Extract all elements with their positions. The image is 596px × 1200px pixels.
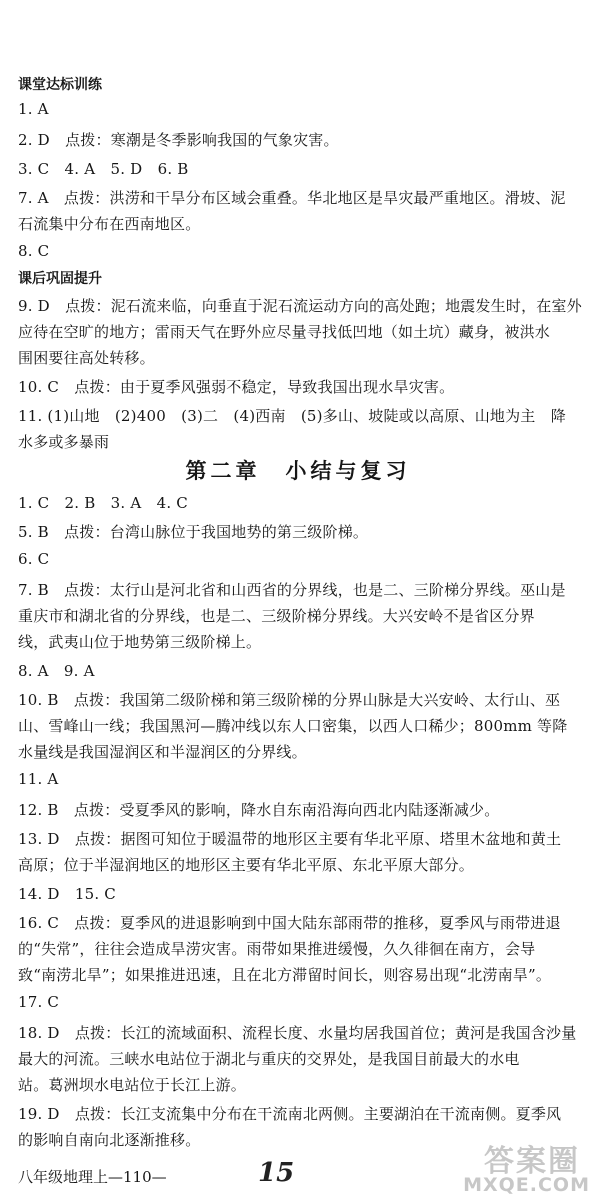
answer-line: 10. B 点拨：我国第二级阶梯和第三级阶梯的分界山脉是大兴安岭、太行山、巫 [18, 691, 561, 709]
answer-line: 1. C 2. B 3. A 4. C [18, 494, 188, 512]
watermark-logo [450, 1136, 590, 1196]
answer-line: 12. B 点拨：受夏季风的影响，降水自东南沿海向西北内陆逐渐减少。 [18, 801, 500, 819]
answer-line: 水多或多暴雨 [18, 433, 110, 451]
answer-line: 8. A 9. A [18, 662, 95, 680]
answer-line: 重庆市和湖北省的分界线，也是二、三级阶梯分界线。大兴安岭不是省区分界 [18, 607, 535, 625]
answer-line: 16. C 点拨：夏季风的进退影响到中国大陆东部雨带的推移，夏季风与雨带进退 [18, 914, 561, 932]
answer-line: 山、雪峰山一线；我国黑河—腾冲线以东人口密集，以西人口稀少；800mm 等降 [18, 717, 568, 735]
answer-line: 6. C [18, 550, 50, 568]
answer-line: 14. D 15. C [18, 885, 116, 903]
answer-line: 11. (1)山地 (2)400 (3)二 (4)西南 (5)多山、坡陡或以高原、山地为主 降 [18, 407, 566, 425]
answer-line: 8. C [18, 242, 50, 260]
answer-line: 9. D 点拨：泥石流来临，向垂直于泥石流运动方向的高处跑；地震发生时，在室外 [18, 297, 582, 315]
chapter-title: 第二章 小结与复习 [185, 459, 411, 483]
page-footer: 八年级地理上—110— [18, 1168, 167, 1186]
answer-line: 的“失常”，往往会造成旱涝灾害。雨带如果推进缓慢，久久徘徊在南方，会导 [18, 940, 536, 958]
answer-line: 石流集中分布在西南地区。 [18, 215, 201, 233]
answer-line: 18. D 点拨：长江的流域面积、流程长度、水量均居我国首位；黄河是我国含沙量 [18, 1024, 577, 1042]
answer-line: 5. B 点拨：台湾山脉位于我国地势的第三级阶梯。 [18, 523, 369, 541]
answer-line: 线，武夷山位于地势第三级阶梯上。 [18, 633, 262, 651]
answer-line: 1. A [18, 100, 49, 118]
handwritten-mark: 15 [258, 1158, 295, 1188]
answer-line: 3. C 4. A 5. D 6. B [18, 160, 189, 178]
answer-line: 致“南涝北旱”；如果推进迅速，且在北方滞留时间长，则容易出现“北涝南旱”。 [18, 966, 552, 984]
answer-line: 应待在空旷的地方；雷雨天气在野外应尽量寻找低凹地（如土坑）藏身，被洪水 [18, 323, 551, 341]
section-heading-after-class: 课后巩固提升 [18, 271, 102, 287]
answer-line: 13. D 点拨：据图可知位于暖温带的地形区主要有华北平原、塔里木盆地和黄土 [18, 830, 562, 848]
answer-line: 水量线是我国湿润区和半湿润区的分界线。 [18, 743, 307, 761]
answer-line: 的影响自南向北逐渐推移。 [18, 1131, 201, 1149]
answer-line: 17. C [18, 993, 60, 1011]
answer-line: 最大的河流。三峡水电站位于湖北与重庆的交界处，是我国目前最大的水电 [18, 1050, 520, 1068]
watermark-url-text: MXQE.COM [463, 1174, 590, 1196]
answer-line: 11. A [18, 770, 59, 788]
answer-line: 2. D 点拨：寒潮是冬季影响我国的气象灾害。 [18, 131, 339, 149]
answer-line: 围困要往高处转移。 [18, 349, 155, 367]
answer-line: 高原；位于半湿润地区的地形区主要有华北平原、东北平原大部分。 [18, 856, 475, 874]
answer-line: 7. B 点拨：太行山是河北省和山西省的分界线，也是二、三阶梯分界线。巫山是 [18, 581, 566, 599]
section-heading-classroom: 课堂达标训练 [18, 77, 102, 93]
answer-line: 7. A 点拨：洪涝和干旱分布区域会重叠。华北地区是旱灾最严重地区。滑坡、泥 [18, 189, 566, 207]
watermark-top-text: 答案圈 [484, 1144, 580, 1179]
answer-line: 19. D 点拨：长江支流集中分布在干流南北两侧。主要湖泊在干流南侧。夏季风 [18, 1105, 562, 1123]
answer-line: 10. C 点拨：由于夏季风强弱不稳定，导致我国出现水旱灾害。 [18, 378, 455, 396]
answer-line: 站。葛洲坝水电站位于长江上游。 [18, 1076, 247, 1094]
